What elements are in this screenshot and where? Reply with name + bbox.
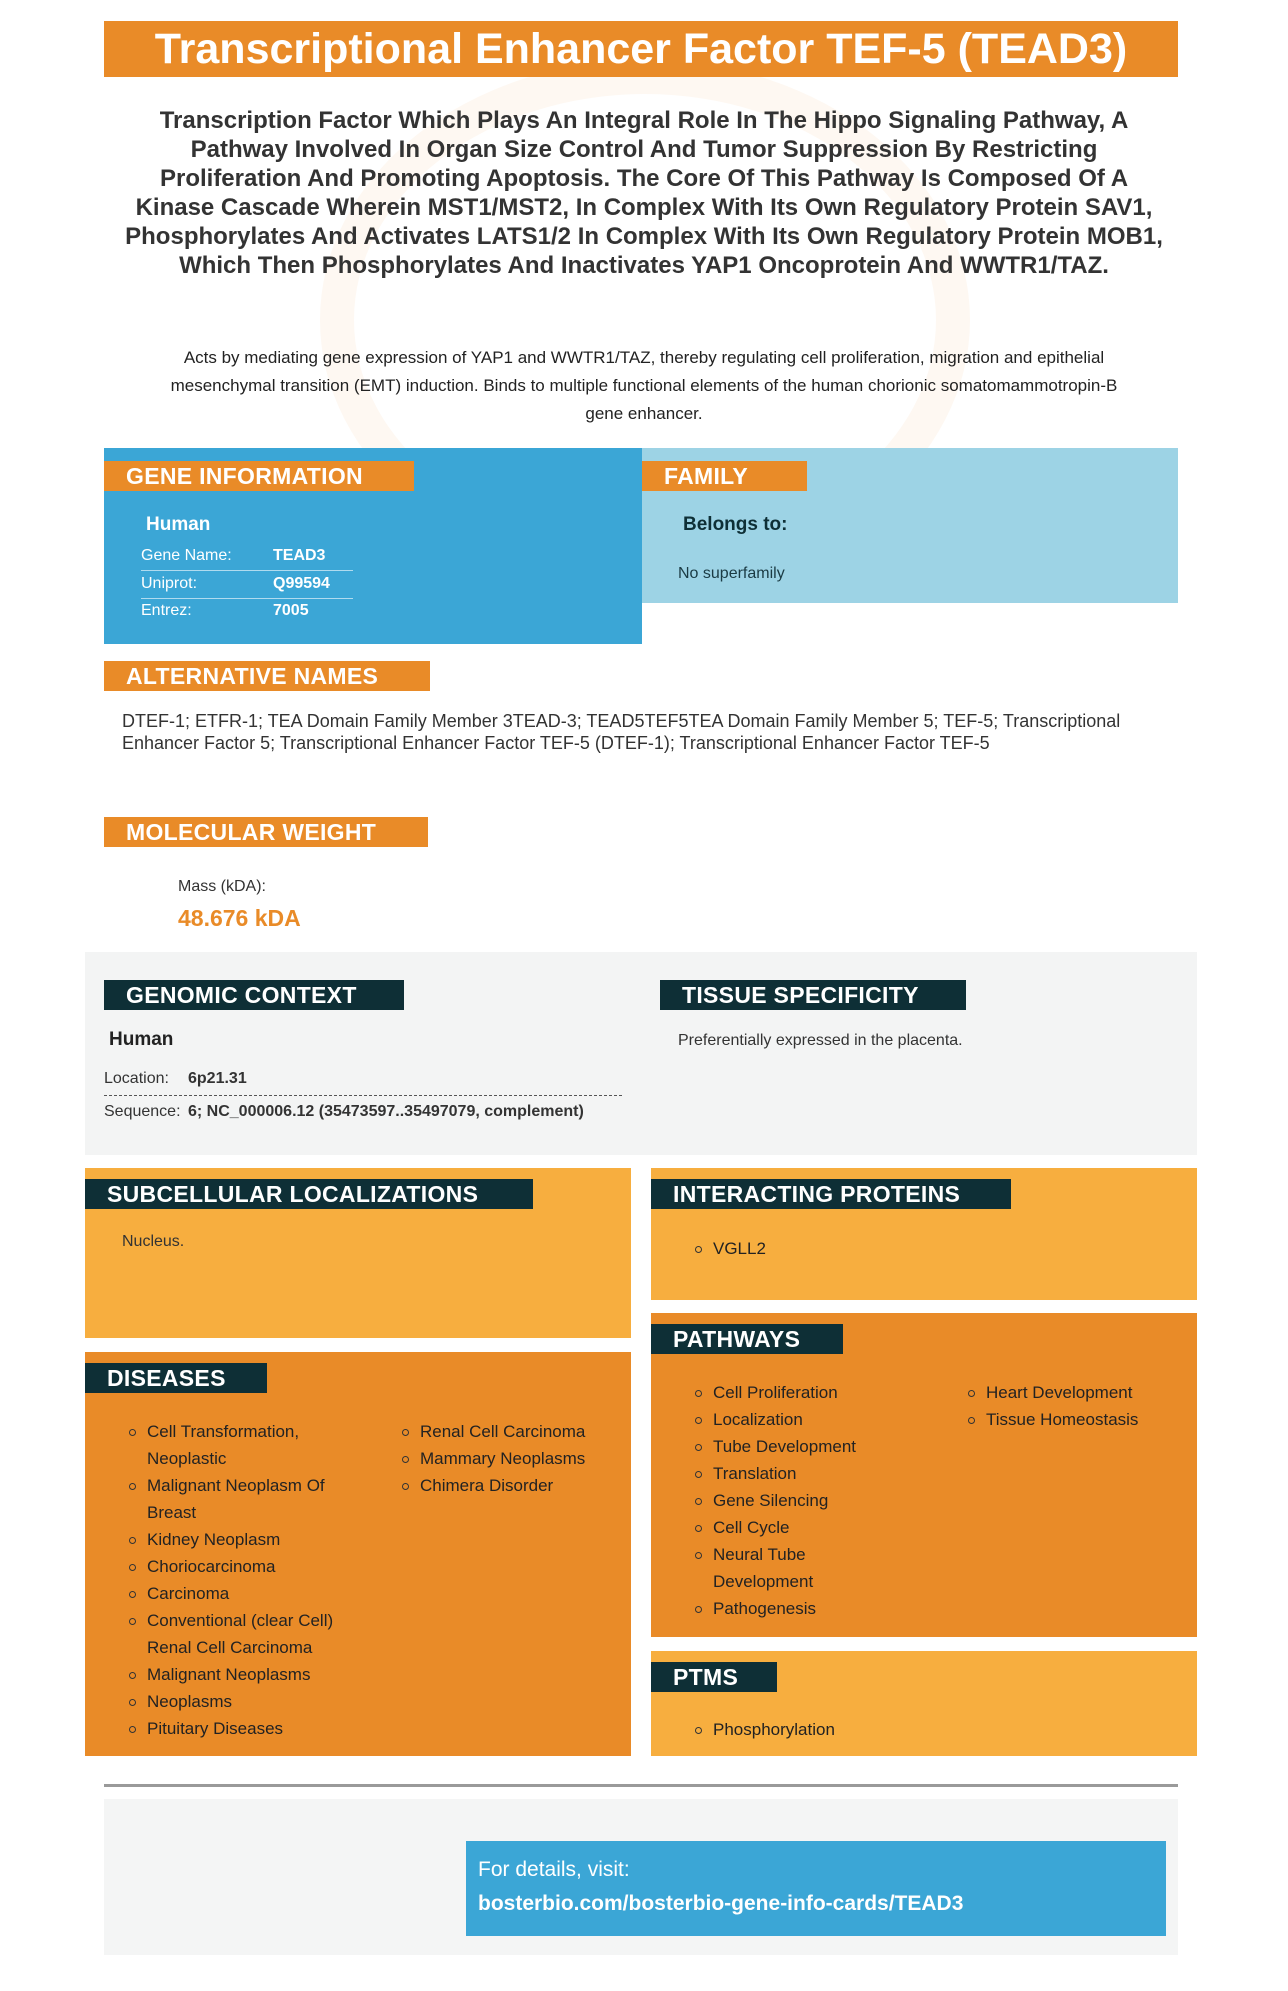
list-item: Localization [693,1406,873,1433]
list-item: Malignant Neoplasm Of Breast [127,1472,357,1526]
summary-text: Transcription Factor Which Plays An Integral Role In The Hippo Signaling Pathway, A Pathway Involved In Organ Size Control And Tumor Suppression By Restricting Proliferation And Promoting Apoptosis. The Core Of This Pathway Is Composed Of A Kinase Cascade Wherein MST1/MST2, In Complex With Its Own Regulatory Protein SAV1, Phosphorylates And Activates LATS1/2 In Complex With Its Own Regulatory Protein MOB1, Which Then Phosphorylates And Inactivates YAP1 Oncoprotein And WWTR1/TAZ. [125,107,1163,279]
list-item: Mammary Neoplasms [400,1445,620,1472]
subcellular-heading: SUBCELLULAR LOCALIZATIONS [85,1179,533,1209]
list-item: Neural Tube Development [693,1541,813,1595]
list-item: Cell Cycle [693,1514,873,1541]
location-value: 6p21.31 [188,1070,247,1087]
gene-row-label: Uniprot: [141,575,198,592]
list-item: Choriocarcinoma [127,1553,357,1580]
alternative-names-text: DTEF-1; ETFR-1; TEA Domain Family Member 3TEAD-3; TEAD5TEF5TEA Domain Family Member 5; TEF-5; Transcriptional Enhancer Factor 5; Transcriptional Enhancer Factor TEF-5 (DTEF-1); Transcriptional Enhancer Factor TEF-5 [122,711,1121,753]
family-heading: FAMILY [642,461,807,491]
location-label: Location: [104,1070,169,1087]
list-item: Pituitary Diseases [127,1715,357,1742]
gene-row-value: Q99594 [273,575,330,592]
family-value: No superfamily [678,565,785,582]
gene-row-value: 7005 [273,602,309,619]
location-row [104,1068,622,1096]
diseases-list-col2 [400,1418,620,1499]
details-link-box[interactable] [466,1841,1166,1936]
molecular-weight-heading: MOLECULAR WEIGHT [104,817,428,847]
list-item: Pathogenesis [693,1595,873,1622]
interacting-proteins-heading: INTERACTING PROTEINS [651,1179,1011,1209]
list-item: VGLL2 [693,1235,766,1262]
diseases-list-col1 [127,1418,357,1742]
list-item: Carcinoma [127,1580,357,1607]
alternative-names-heading: ALTERNATIVE NAMES [104,661,430,691]
gene-row-label: Gene Name: [141,547,232,564]
ptms-list [693,1716,835,1743]
gene-information-heading: GENE INFORMATION [104,461,414,491]
mass-value: 48.676 kDA [178,905,301,931]
tissue-specificity-heading: TISSUE SPECIFICITY [660,980,966,1010]
page-title: Transcriptional Enhancer Factor TEF-5 (TEAD3) [104,21,1178,77]
list-item: Cell Transformation, Neoplastic [127,1418,357,1472]
list-item: Translation [693,1460,873,1487]
mass-label: Mass (kDA): [178,878,266,895]
ptms-heading: PTMS [651,1662,777,1692]
gene-row-label: Entrez: [141,602,192,619]
gene-row [141,571,353,599]
subcellular-text: Nucleus. [122,1233,185,1250]
list-item: Tube Development [693,1433,873,1460]
list-item: Phosphorylation [693,1716,835,1743]
list-item: Conventional (clear Cell) Renal Cell Carcinoma [127,1607,357,1661]
pathways-heading: PATHWAYS [651,1324,843,1354]
genomic-species: Human [109,1029,174,1050]
sequence-row [104,1102,644,1127]
list-item: Tissue Homeostasis [966,1406,1176,1433]
pathways-list-col2 [966,1379,1176,1433]
list-item: Gene Silencing [693,1487,873,1514]
description-text: Acts by mediating gene expression of YAP1 and WWTR1/TAZ, thereby regulating cell proliferation, migration and epithelial mesenchymal transition (EMT) induction. Binds to multiple functional elements of the human chorionic somatomammotropin-B gene enhancer. [170,348,1118,423]
tissue-specificity-text: Preferentially expressed in the placenta. [678,1032,963,1049]
list-item: Renal Cell Carcinoma [400,1418,620,1445]
gene-species: Human [146,514,211,535]
divider [104,1784,1178,1787]
list-item: Malignant Neoplasms [127,1661,357,1688]
details-line1: For details, visit: [478,1858,630,1881]
sequence-value: 6; NC_000006.12 (35473597..35497079, complement) [188,1103,584,1120]
pathways-list-col1 [693,1379,873,1622]
sequence-label: Sequence: [104,1103,181,1120]
interacting-proteins-list [693,1235,766,1262]
diseases-heading: DISEASES [85,1363,267,1393]
genomic-context-heading: GENOMIC CONTEXT [104,980,404,1010]
details-url[interactable]: bosterbio.com/bosterbio-gene-info-cards/TEAD3 [478,1892,964,1915]
list-item: Kidney Neoplasm [127,1526,357,1553]
list-item: Chimera Disorder [400,1472,620,1499]
list-item: Cell Proliferation [693,1379,873,1406]
list-item: Heart Development [966,1379,1176,1406]
gene-row [141,543,353,571]
list-item: Neoplasms [127,1688,357,1715]
gene-row [141,599,353,626]
gene-row-value: TEAD3 [273,547,326,564]
family-belongs-label: Belongs to: [683,514,788,535]
